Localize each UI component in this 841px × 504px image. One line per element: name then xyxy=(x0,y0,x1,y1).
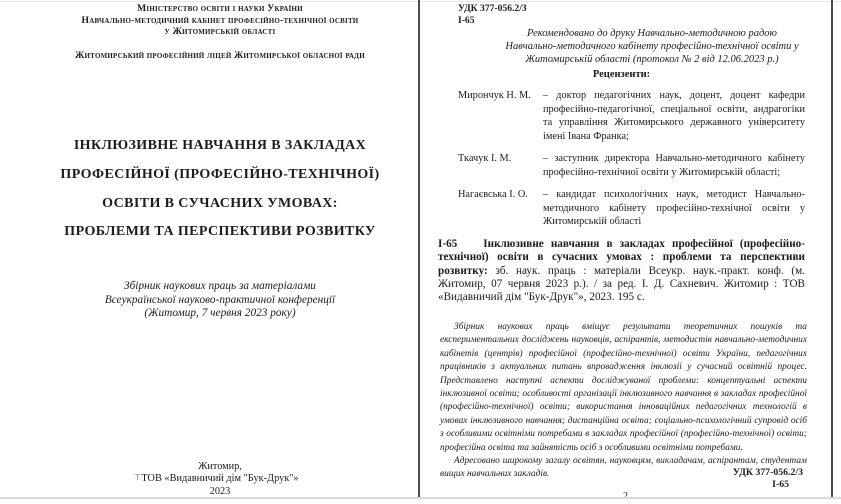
subtitle-line-1: Збірник наукових праць за матеріалами xyxy=(124,280,316,292)
page-right-border-line xyxy=(831,0,833,497)
subtitle-line-2: Всеукраїнської науково-практичної конференції xyxy=(104,293,336,306)
bottom-edge-line xyxy=(0,497,841,499)
citation-details: зб. наук. праць : матеріали Всеукр. наук.-практ. конф. (м. Житомир, 07 червня 2023 р.). / за ред. І. Д. Сахневич. Житомир : ТОВ «Видавничий дім "Бук-Друк"», 2023. 195 с. xyxy=(438,264,805,304)
book-title-line-2: ПРОФЕСІЙНОЇ (ПРОФЕСІЙНО-ТЕХНІЧНОЇ) xyxy=(60,166,380,182)
index-top-value: І-65 xyxy=(458,14,475,26)
text-cursor-artifact: T xyxy=(135,473,140,482)
reviewer-name: Нагаєвська І. О. xyxy=(458,189,528,200)
abstract-audience-paragraph: Адресовано широкому загалу освітян, науковцям, викладачам, аспірантам, студентам вищих навчальних закладів. xyxy=(440,456,807,480)
reviewer-name: Ткачук І. М. xyxy=(458,153,512,164)
verso-page xyxy=(420,0,831,497)
book-title-line-1: ІНКЛЮЗИВНЕ НАВЧАННЯ В ЗАКЛАДАХ xyxy=(73,138,367,153)
udk-code-top xyxy=(458,3,527,26)
udk-top-value: УДК 377-056.2/3 xyxy=(458,3,527,14)
lyceum-heading: Житомирський професійний ліцей Житомирської обласної ради xyxy=(75,51,365,61)
bibliographic-record xyxy=(438,238,805,304)
recommendation-line-1: Рекомендовано до друку Навчально-методичною радою xyxy=(527,28,777,39)
reviewers-list xyxy=(458,89,805,238)
subtitle-line-3: (Житомир, 7 червня 2023 року) xyxy=(144,307,296,319)
recommendation-note xyxy=(495,27,809,67)
index-bottom-value: І-65 xyxy=(772,479,789,490)
imprint xyxy=(22,461,418,498)
title-page xyxy=(0,0,418,497)
book-title-line-4: ПРОБЛЕМИ ТА ПЕРСПЕКТИВИ РОЗВИТКУ xyxy=(64,224,376,240)
imprint-city: Житомир, xyxy=(198,461,242,472)
institute-line-2: у Житомирській області xyxy=(164,25,276,37)
recommendation-line-3: Житомирській області (протокол № 2 від 12.06.2023 р.) xyxy=(525,54,779,66)
reviewer-name: Мирончук Н. М. xyxy=(458,90,531,101)
udk-bottom-value: УДК 377-056.2/3 xyxy=(732,467,803,478)
reviewer-description: – доктор педагогічних наук, доцент, доцент кафедри професійно-педагогічної, спеціальної освіти, андрагогіки та управління Житомирського державного університету імені Івана Франка; xyxy=(543,90,805,142)
citation-index-label: І-65 xyxy=(438,238,458,250)
institute-heading xyxy=(22,16,418,37)
abstract xyxy=(440,321,807,482)
institute-line-1: Навчально-методичний кабінет професійно-технічної освіти xyxy=(81,15,359,26)
reviewer-row xyxy=(458,89,805,143)
recommendation-line-2: Навчально-методичного кабінету професійно-технічної освіти у xyxy=(505,41,799,53)
reviewers-heading: Рецензенти: xyxy=(592,69,651,80)
reviewer-row xyxy=(458,152,805,179)
book-title xyxy=(22,132,418,247)
book-subtitle xyxy=(22,280,418,321)
reviewer-description: – заступник директора Навчально-методичного кабінету професійно-технічної освіти у Житомирській області; xyxy=(543,153,805,178)
ministry-heading: Міністерство освіти і науки України xyxy=(137,3,303,14)
citation-title: Інклюзивне навчання в закладах професійної (професійно-технічної) освіти в сучасних умовах : проблеми та перспективи розвитку: xyxy=(438,238,805,277)
reviewer-description: – кандидат психологічних наук, методист Навчально-методичного кабінету професійно-технічної освіти у Житомирській області xyxy=(543,189,805,227)
abstract-paragraph: Збірник наукових праць вміщує результати теоретичних пошуків та експериментальних досліджень науковців, аспірантів, методистів навчально-методичних кабінетів (центрів) професійної (професійно-технічної) освіти України, педагогічних працівників з актуальних питань впровадження інклюзії у сучасний освітній процес. Представлено наступні аспекти досліджуваної проблеми: концептуальні аспекти інклюзивної освіти; особливості організації інклюзивного навчання в закладах професійної (професійно-технічної) освіти; використання інноваційних педагогічних технологій в умовах інклюзивного навчання; дистанційна освіта; соціально-психологічний супровід осіб з особливими освітніми потребами в закладах професійної (професійно-технічної) освіти; професійна освіта та зайнятість осіб з особливими освітніми потребами. xyxy=(440,322,807,453)
reviewer-row xyxy=(458,188,805,229)
imprint-year: 2023 xyxy=(209,485,231,497)
book-title-line-3: ОСВІТИ В СУЧАСНИХ УМОВАХ: xyxy=(102,195,338,211)
imprint-publisher: ТОВ «Видавничий дім "Бук-Друк"» xyxy=(141,473,299,485)
udk-code-bottom xyxy=(733,467,803,491)
